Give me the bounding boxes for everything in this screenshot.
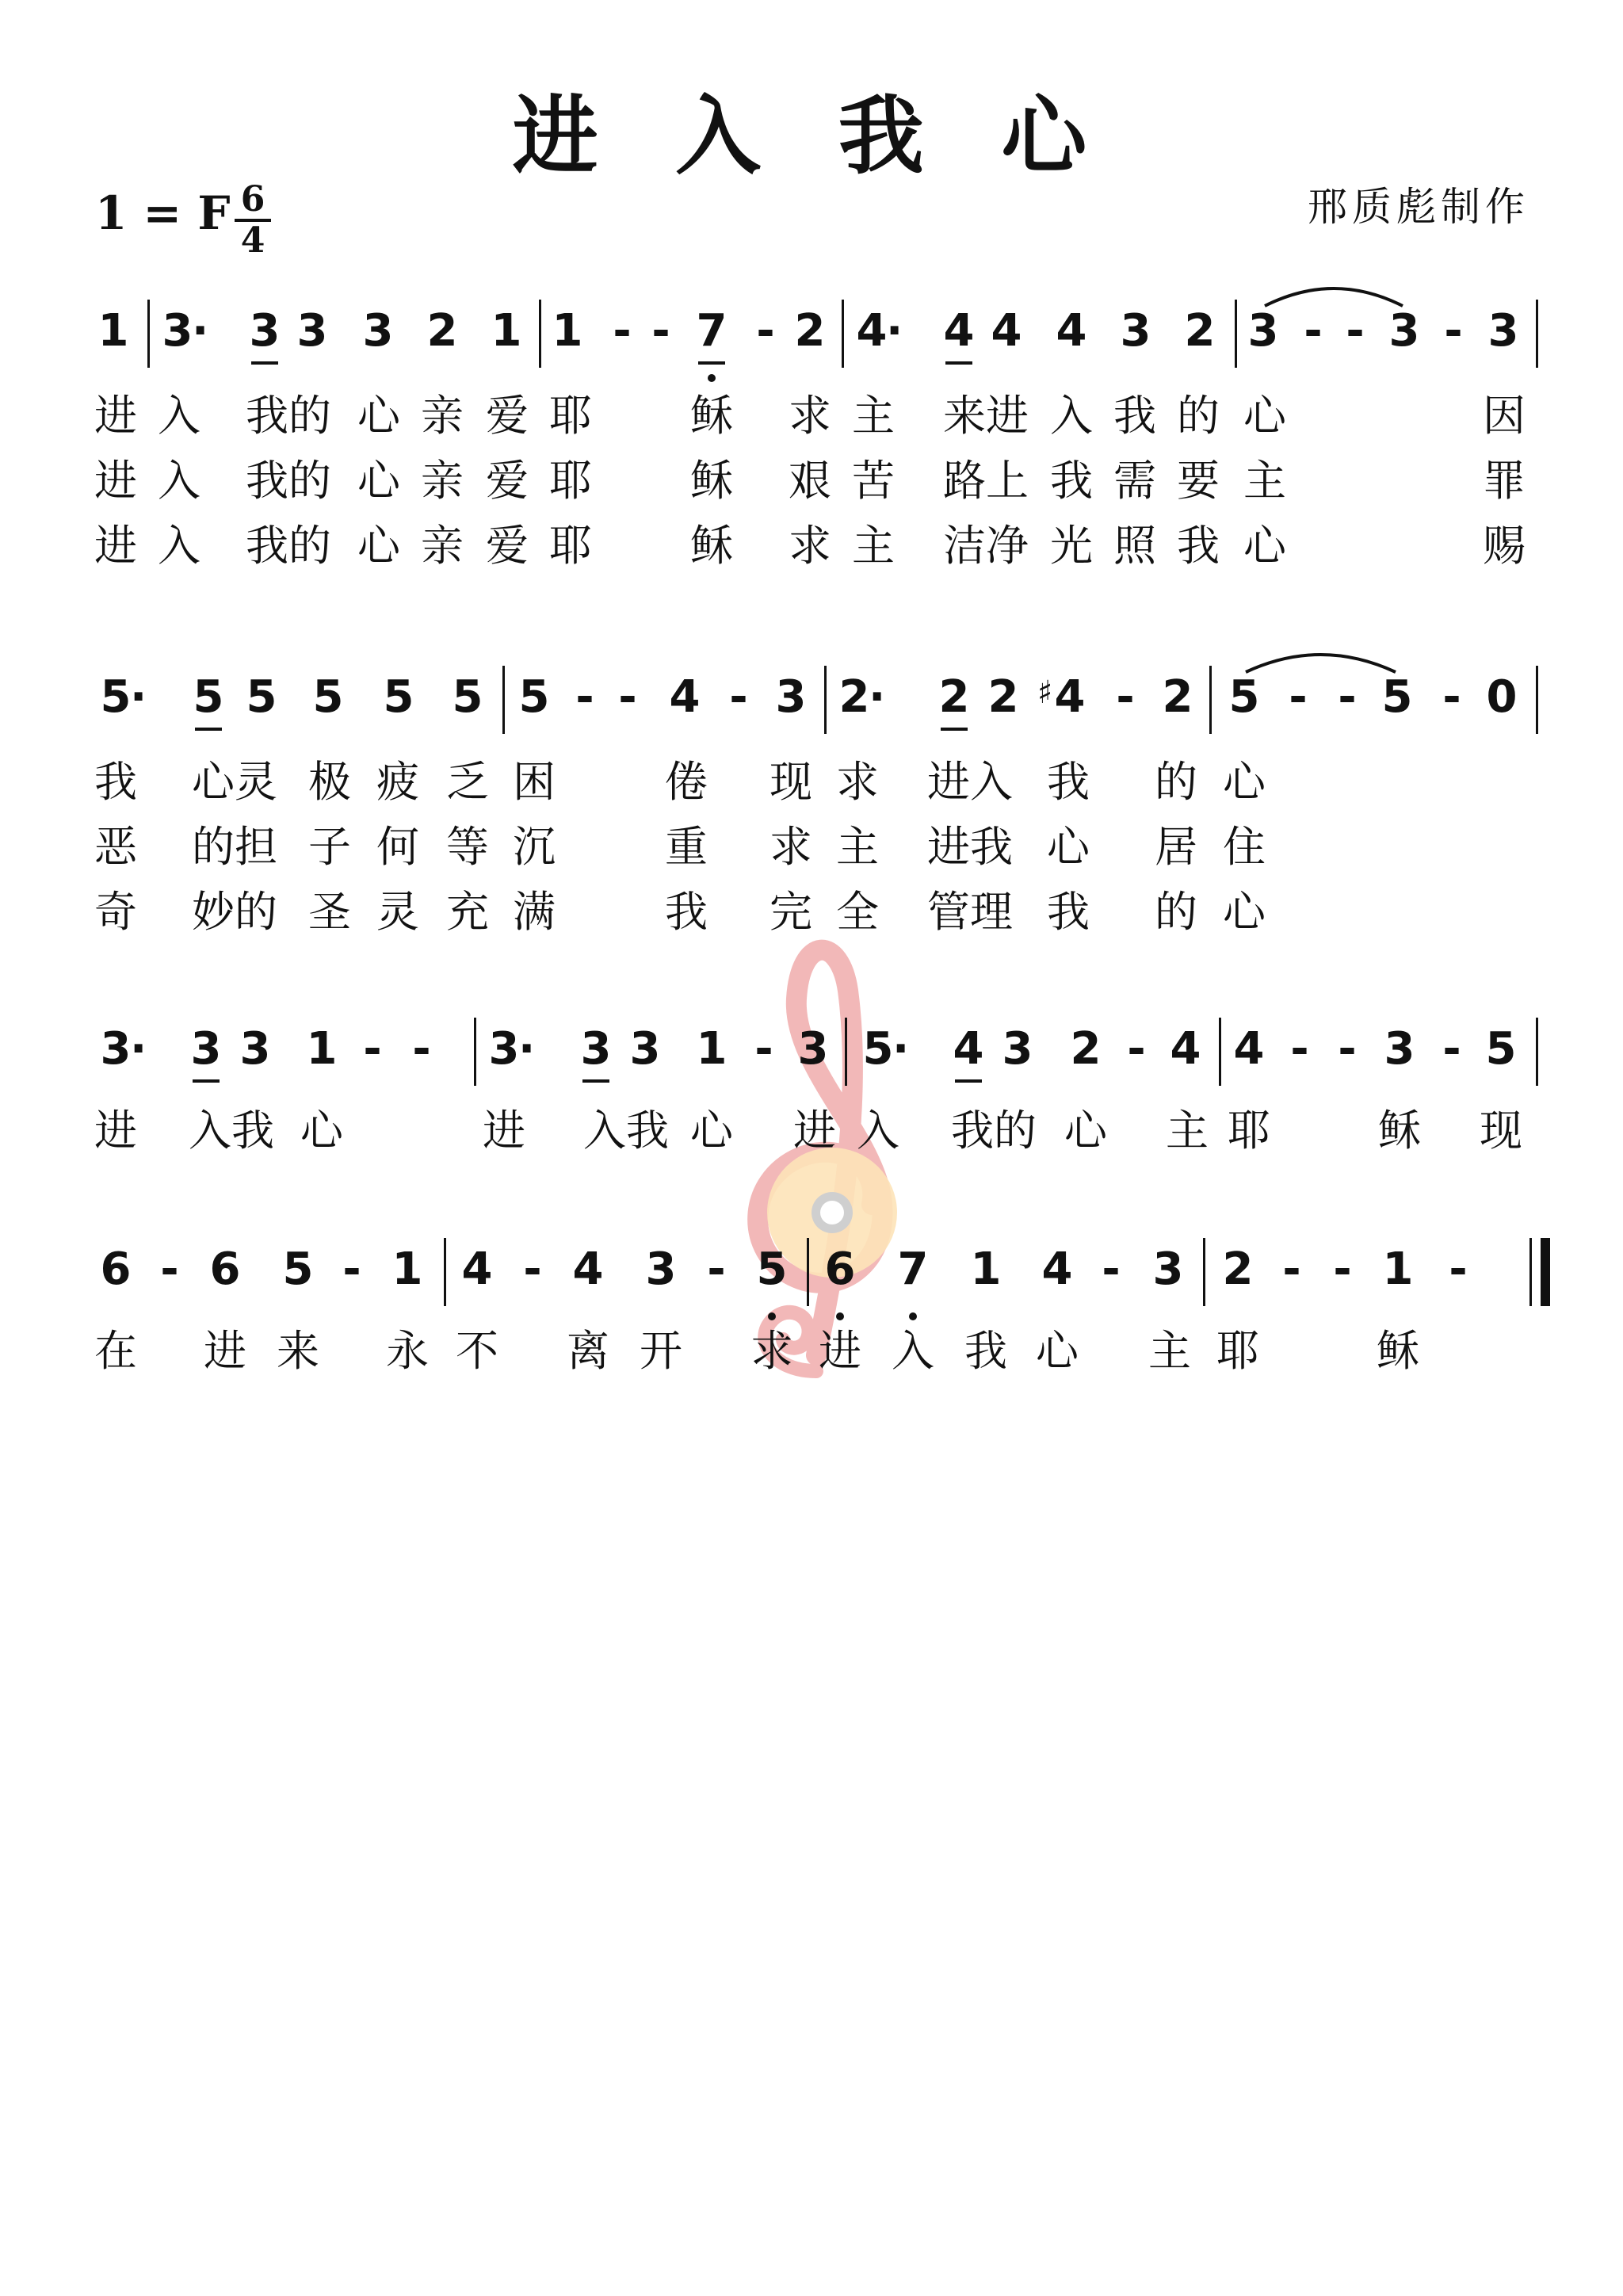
lyric-syllable: 爱	[486, 456, 529, 506]
lyric-syllable: 照	[1113, 521, 1156, 571]
song-title: 进 入 我 心	[512, 86, 1111, 186]
note: 4	[1233, 1023, 1265, 1075]
note: 5 ·	[862, 1023, 910, 1075]
lyric-syllable: 入	[158, 456, 200, 506]
note: 3	[775, 671, 807, 723]
lyric-syllable: 求	[836, 757, 879, 807]
tie-arc	[1244, 644, 1397, 675]
dash-extender: -	[1289, 671, 1308, 723]
lyric-syllable: 心	[1243, 521, 1286, 571]
note: 5 ·	[100, 671, 147, 723]
lyric-syllable: 进入	[927, 757, 1013, 807]
lyric-syllable: 求	[750, 1326, 793, 1376]
lyric-syllable: 需	[1113, 456, 1156, 506]
lyric-syllable: 我	[1047, 887, 1090, 937]
dash-extender: -	[1282, 1244, 1301, 1295]
lyric-syllable: 充	[446, 887, 489, 937]
lyric-syllable: 心灵	[192, 757, 277, 807]
lyric-syllable: 心	[1047, 822, 1090, 872]
barline	[845, 1018, 847, 1086]
note: 5	[312, 671, 344, 723]
lyric-syllable: 路上	[943, 456, 1029, 506]
note: 5	[752, 1246, 792, 1293]
lyric-syllable: 疲	[376, 757, 419, 807]
note: 3	[1120, 305, 1151, 357]
note: 4	[1041, 1244, 1073, 1295]
dash-extender: -	[342, 1244, 361, 1295]
note: 3	[1152, 1244, 1184, 1295]
note: 5	[452, 671, 483, 723]
lyric-syllable: 艰	[789, 456, 831, 506]
note: 6	[100, 1244, 132, 1295]
lyric-syllable: 苦	[852, 456, 895, 506]
dash-extender: -	[1116, 671, 1135, 723]
lyric-syllable: 要	[1177, 456, 1220, 506]
augmentation-dot: ·	[886, 305, 903, 357]
note: 5	[1228, 671, 1260, 723]
note: 2	[1184, 305, 1216, 357]
note: 3 ·	[488, 1023, 536, 1075]
lyric-syllable: 心	[300, 1106, 343, 1156]
note: 1	[491, 305, 522, 357]
lyric-syllable: 因	[1483, 391, 1526, 441]
lyric-syllable: 进	[819, 1326, 861, 1376]
lyric-syllable: 的	[1177, 391, 1220, 441]
lyric-syllable: 我	[1050, 456, 1093, 506]
sharp-accidental: ♯	[1037, 674, 1053, 711]
note: 7	[893, 1246, 933, 1293]
lyric-syllable: 耶	[1216, 1326, 1259, 1376]
note: 7	[692, 308, 731, 355]
note: 5	[1381, 671, 1413, 723]
lyric-syllable: 主	[1243, 456, 1286, 506]
note: 4 ♯	[1050, 674, 1090, 721]
lyric-syllable: 主	[1148, 1326, 1191, 1376]
barline	[1536, 666, 1538, 734]
lyric-syllable: 奇	[94, 887, 137, 937]
lyric-syllable: 稣	[690, 391, 733, 441]
tie-arc	[1263, 277, 1404, 309]
time-signature-top: 6	[240, 179, 265, 220]
lyric-syllable: 主	[852, 521, 895, 571]
dash-extender: -	[1338, 1023, 1357, 1075]
lyric-syllable: 居	[1155, 822, 1197, 872]
lyric-syllable: 心	[1036, 1326, 1079, 1376]
lyric-syllable: 的担	[192, 822, 277, 872]
lyric-syllable: 困	[513, 757, 556, 807]
lyric-syllable: 心	[1223, 757, 1266, 807]
dash-extender: -	[1338, 671, 1357, 723]
lyric-syllable: 在	[94, 1326, 137, 1376]
note: 3 ·	[100, 1023, 147, 1075]
lyric-syllable: 心	[357, 456, 400, 506]
lyric-syllable: 乏	[446, 757, 489, 807]
barline	[1536, 300, 1538, 368]
dash-extender: -	[1127, 1023, 1146, 1075]
lyric-syllable: 何	[376, 822, 419, 872]
barline	[502, 666, 505, 734]
note: 1	[306, 1023, 338, 1075]
augmentation-dot: ·	[192, 305, 209, 357]
note: 3	[362, 305, 394, 357]
dash-extender: -	[1444, 305, 1463, 357]
dash-extender: -	[613, 305, 632, 357]
lyric-syllable: 耶	[549, 521, 592, 571]
lyric-syllable: 我	[665, 887, 708, 937]
note: 1	[970, 1244, 1002, 1295]
lyric-syllable: 心	[1064, 1106, 1107, 1156]
lyric-syllable: 洁净	[943, 521, 1029, 571]
lyric-syllable: 主	[852, 391, 895, 441]
dash-extender: -	[363, 1023, 382, 1075]
lyric-syllable: 稣	[690, 521, 733, 571]
note: 4	[669, 671, 701, 723]
lyric-syllable: 倦	[665, 757, 708, 807]
lyric-syllable: 心	[1223, 887, 1266, 937]
lyric-syllable: 等	[446, 822, 489, 872]
dash-extender: -	[523, 1244, 542, 1295]
lyric-verse-1	[0, 388, 1623, 444]
note: 3	[645, 1244, 677, 1295]
lyric-syllable: 永	[386, 1326, 429, 1376]
dash-extender: -	[412, 1023, 431, 1075]
note: 3	[1388, 305, 1420, 357]
note: 2	[426, 305, 458, 357]
note: 3	[239, 1023, 271, 1075]
lyric-syllable: 管理	[927, 887, 1013, 937]
lyric-syllable: 入	[158, 391, 200, 441]
note: 5	[1485, 1023, 1517, 1075]
lyric-syllable: 住	[1223, 822, 1266, 872]
lyric-line	[0, 1103, 1623, 1159]
dash-extender: -	[160, 1244, 179, 1295]
time-signature-bottom: 4	[240, 220, 265, 261]
note: 3 ·	[162, 305, 209, 357]
lyric-syllable: 进	[94, 391, 137, 441]
lyric-syllable: 爱	[486, 521, 529, 571]
lyric-syllable: 妙的	[192, 887, 277, 937]
note: 1	[552, 305, 583, 357]
lyric-syllable: 进	[204, 1326, 246, 1376]
lyric-syllable: 完	[769, 887, 812, 937]
dash-extender: -	[1442, 1023, 1461, 1075]
note: 3	[186, 1026, 226, 1073]
barline	[824, 666, 827, 734]
lyric-syllable: 我	[94, 757, 137, 807]
lyric-syllable: 满	[513, 887, 556, 937]
lyric-verse-2	[0, 819, 1623, 875]
lyric-syllable: 入	[1050, 391, 1093, 441]
author-credit: 邢质彪制作	[1308, 184, 1529, 230]
note: 1	[1382, 1244, 1414, 1295]
note: 3	[1487, 305, 1519, 357]
lyric-syllable: 入	[158, 521, 200, 571]
dash-extender: -	[1304, 305, 1323, 357]
barline	[807, 1238, 809, 1306]
final-barline-thick	[1541, 1238, 1550, 1306]
lyric-syllable: 赐	[1483, 521, 1526, 571]
note: 2	[1222, 1244, 1254, 1295]
note: 4	[949, 1026, 988, 1073]
lyric-syllable: 恶	[94, 822, 137, 872]
dash-extender: -	[575, 671, 594, 723]
barline	[1203, 1238, 1205, 1306]
lyric-syllable: 耶	[549, 456, 592, 506]
dash-extender: -	[729, 671, 748, 723]
note: 3	[1384, 1023, 1415, 1075]
note: 5	[189, 674, 228, 721]
barline	[1536, 1018, 1538, 1086]
dash-extender: -	[754, 1023, 773, 1075]
note: 4 ·	[856, 305, 903, 357]
augmentation-dot: ·	[869, 671, 886, 723]
lyric-syllable: 我	[1113, 391, 1156, 441]
lyric-verse-1	[0, 755, 1623, 810]
note: 1	[696, 1023, 727, 1075]
lyric-syllable: 沉	[513, 822, 556, 872]
lyric-syllable: 心	[1243, 391, 1286, 441]
lyric-syllable: 亲	[421, 391, 464, 441]
lyric-syllable: 全	[836, 887, 879, 937]
note: 3	[296, 305, 328, 357]
lyric-syllable: 我的	[246, 391, 331, 441]
note: 5	[282, 1244, 314, 1295]
lyric-syllable: 灵	[376, 887, 419, 937]
note: 4	[1056, 305, 1087, 357]
lyric-syllable: 现	[1480, 1106, 1522, 1156]
lyric-syllable: 耶	[1228, 1106, 1270, 1156]
lyric-syllable: 耶	[549, 391, 592, 441]
note: 2	[1070, 1023, 1102, 1075]
barline	[147, 300, 150, 368]
lyric-syllable: 求	[789, 521, 831, 571]
dash-extender: -	[707, 1244, 726, 1295]
lyric-syllable: 心	[357, 391, 400, 441]
lyric-syllable: 我的	[246, 521, 331, 571]
note: 4	[939, 308, 979, 355]
dash-extender: -	[1442, 671, 1461, 723]
lyric-syllable: 离	[567, 1326, 609, 1376]
lyric-syllable: 罪	[1483, 456, 1526, 506]
dash-extender: -	[756, 305, 775, 357]
note: 4	[1170, 1023, 1201, 1075]
lyric-verse-3	[0, 518, 1623, 574]
augmentation-dot: ·	[892, 1023, 910, 1075]
lyric-syllable: 我	[1047, 757, 1090, 807]
dash-extender: -	[1346, 305, 1365, 357]
note: 3	[1002, 1023, 1033, 1075]
lyric-syllable: 开	[640, 1326, 682, 1376]
barline	[1219, 1018, 1221, 1086]
lyric-syllable: 重	[665, 822, 708, 872]
note: 1	[97, 305, 129, 357]
lyric-syllable: 入我	[583, 1106, 669, 1156]
lyric-syllable: 来进	[943, 391, 1029, 441]
note: 5	[383, 671, 414, 723]
time-signature	[235, 179, 271, 261]
notation-row-4	[0, 1224, 1623, 1319]
lyric-syllable: 入	[892, 1326, 934, 1376]
augmentation-dot: ·	[130, 671, 147, 723]
lyric-syllable: 心	[357, 521, 400, 571]
note: 2	[987, 671, 1019, 723]
lyric-syllable: 我的	[246, 456, 331, 506]
note: 2 ·	[838, 671, 886, 723]
lyric-syllable: 进	[94, 1106, 137, 1156]
note: 2	[1162, 671, 1193, 723]
key-signature: 1 = F	[95, 186, 231, 240]
lyric-syllable: 来	[277, 1326, 319, 1376]
lyric-syllable: 不	[456, 1326, 498, 1376]
lyric-syllable: 爱	[486, 391, 529, 441]
lyric-syllable: 进我	[927, 822, 1013, 872]
lyric-syllable: 入	[857, 1106, 899, 1156]
lyric-syllable: 光	[1050, 521, 1093, 571]
note: 3	[576, 1026, 616, 1073]
dash-extender: -	[1102, 1244, 1121, 1295]
lyric-syllable: 求	[789, 391, 831, 441]
dash-extender: -	[651, 305, 670, 357]
lyric-syllable: 进	[94, 521, 137, 571]
lyric-syllable: 进	[793, 1106, 836, 1156]
note: 1	[391, 1244, 423, 1295]
lyric-syllable: 现	[769, 757, 812, 807]
lyric-syllable: 求	[769, 822, 812, 872]
note: 2	[934, 674, 974, 721]
note: 4	[461, 1244, 493, 1295]
barline	[474, 1018, 476, 1086]
lyric-syllable: 亲	[421, 456, 464, 506]
barline	[1235, 300, 1237, 368]
lyric-syllable: 子	[308, 822, 351, 872]
lyric-syllable: 亲	[421, 521, 464, 571]
notation-row-2	[0, 651, 1623, 747]
barline	[539, 300, 541, 368]
lyric-syllable: 稣	[1378, 1106, 1421, 1156]
note: 5	[518, 671, 550, 723]
notation-row-1	[0, 285, 1623, 380]
lyric-line	[0, 1324, 1623, 1379]
lyric-syllable: 进	[94, 456, 137, 506]
lyric-syllable: 圣	[308, 887, 351, 937]
dash-extender: -	[1290, 1023, 1309, 1075]
note: 6	[820, 1246, 860, 1293]
lyric-syllable: 极	[308, 757, 351, 807]
lyric-syllable: 心	[690, 1106, 733, 1156]
lyric-syllable: 进	[483, 1106, 525, 1156]
note: 2	[794, 305, 826, 357]
lyric-syllable: 主	[1166, 1106, 1209, 1156]
barline	[1209, 666, 1212, 734]
lyric-syllable: 的	[1155, 887, 1197, 937]
notation-row-3	[0, 1003, 1623, 1098]
lyric-syllable: 主	[836, 822, 879, 872]
augmentation-dot: ·	[130, 1023, 147, 1075]
dash-extender: -	[1333, 1244, 1352, 1295]
note: 3	[629, 1023, 661, 1075]
note: 4	[991, 305, 1022, 357]
dash-extender: -	[618, 671, 637, 723]
note: 3	[1247, 305, 1279, 357]
lyric-syllable: 我	[964, 1326, 1007, 1376]
lyric-syllable: 的	[1155, 757, 1197, 807]
note: 6	[209, 1244, 241, 1295]
note: 3	[245, 308, 285, 355]
note: 5	[246, 671, 277, 723]
barline	[842, 300, 844, 368]
lyric-syllable: 入我	[189, 1106, 274, 1156]
note: 4	[572, 1244, 604, 1295]
augmentation-dot: ·	[518, 1023, 536, 1075]
lyric-syllable: 稣	[1377, 1326, 1419, 1376]
dash-extender: -	[1449, 1244, 1468, 1295]
lyric-verse-3	[0, 884, 1623, 940]
note: 0	[1486, 671, 1518, 723]
barline	[444, 1238, 446, 1306]
lyric-syllable: 我的	[951, 1106, 1037, 1156]
lyric-syllable: 我	[1177, 521, 1220, 571]
final-barline-thin	[1529, 1238, 1532, 1306]
note: 3	[797, 1023, 829, 1075]
lyric-syllable: 稣	[690, 456, 733, 506]
lyric-verse-2	[0, 453, 1623, 509]
